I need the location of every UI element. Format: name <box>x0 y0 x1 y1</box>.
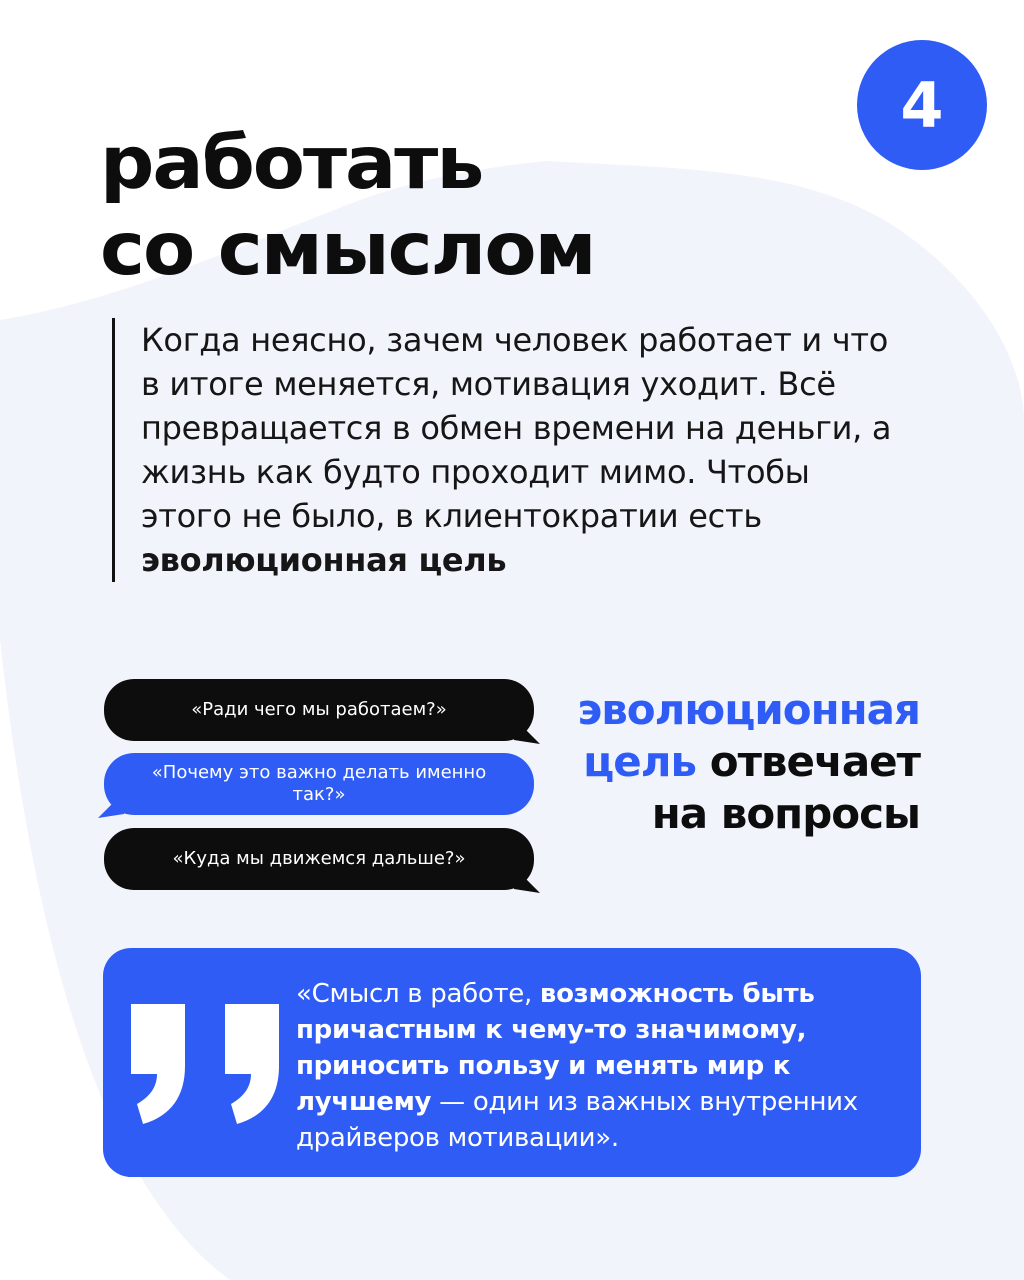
quote-part-2: — один из важных внутренних драйверов мотивации». <box>296 1087 858 1153</box>
slide-number: 4 <box>900 68 944 142</box>
page-title <box>100 120 820 292</box>
question-bubble-3 <box>104 828 534 890</box>
title-line-1: работать <box>100 119 483 206</box>
heading-rest-1: отвечает <box>709 737 920 786</box>
heading-accent: эволюционная цель <box>577 685 920 786</box>
question-text-3: «Куда мы движемся дальше?» <box>172 848 466 869</box>
quote-part-1: «Смысл в работе, <box>296 979 540 1009</box>
quote-card <box>103 948 921 1177</box>
quote-bold: возможность быть причастным к чему-то значимому, приносить пользу и менять мир к лучшему <box>296 979 815 1117</box>
question-text-1: «Ради чего мы работаем?» <box>191 699 447 720</box>
bubble-tail-icon <box>514 718 540 744</box>
slide-number-badge <box>857 40 987 170</box>
question-bubble-2 <box>104 753 534 815</box>
intro-text: Когда неясно, зачем человек работает и что в итоге меняется, мотивация уходит. Всё превращается в обмен времени на деньги, а жизнь как будто проходит мимо. Чтобы этого не было, в клиентократии есть <box>141 321 892 535</box>
heading-rest-2: на вопросы <box>651 789 920 838</box>
bubble-tail-icon <box>98 792 124 818</box>
intro-paragraph <box>141 318 902 582</box>
intro-bold-text: эволюционная цель <box>141 541 507 579</box>
title-line-2: со смыслом <box>100 205 595 292</box>
question-text-2: «Почему это важно делать именно так?» <box>151 762 487 805</box>
bubble-tail-icon <box>514 867 540 893</box>
intro-block <box>112 318 902 582</box>
closing-quote-icon <box>127 1004 281 1124</box>
question-bubble-1 <box>104 679 534 741</box>
quote-text <box>296 976 896 1156</box>
questions-heading <box>540 684 920 840</box>
